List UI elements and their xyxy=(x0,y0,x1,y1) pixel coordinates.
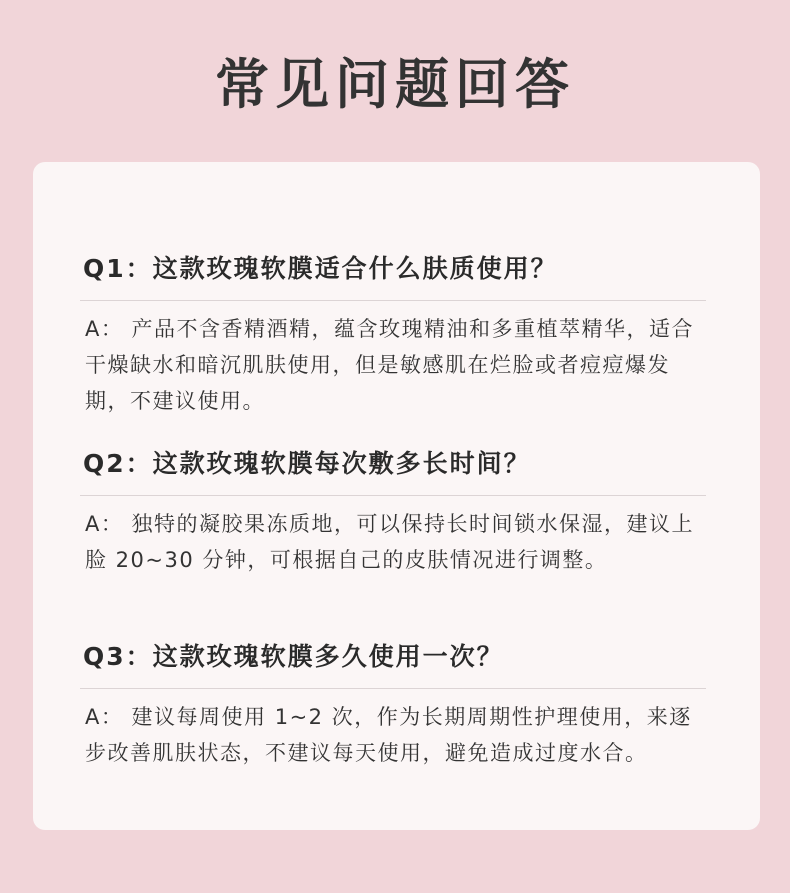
divider xyxy=(80,495,706,496)
faq-item xyxy=(80,252,706,419)
faq-answer: A： 独特的凝胶果冻质地，可以保持长时间锁水保湿，建议上脸 20~30 分钟，可根据自己的皮肤情况进行调整。 xyxy=(85,512,695,572)
faq-question: Q1：这款玫瑰软膜适合什么肤质使用？ xyxy=(83,254,558,283)
divider xyxy=(80,300,706,301)
faq-item xyxy=(80,640,706,771)
faq-question: Q3：这款玫瑰软膜多久使用一次？ xyxy=(83,642,504,671)
faq-item xyxy=(80,447,706,578)
faq-answer: A： 产品不含香精酒精，蕴含玫瑰精油和多重植萃精华，适合干燥缺水和暗沉肌肤使用，但是敏感肌在烂脸或者痘痘爆发期，不建议使用。 xyxy=(85,317,695,413)
faq-card xyxy=(33,162,760,830)
page-title: 常见问题回答 xyxy=(215,53,575,116)
faq-question: Q2：这款玫瑰软膜每次敷多长时间？ xyxy=(83,449,531,478)
divider xyxy=(80,688,706,689)
faq-answer: A： 建议每周使用 1~2 次，作为长期周期性护理使用，来逐步改善肌肤状态，不建议每天使用，避免造成过度水合。 xyxy=(85,705,692,765)
